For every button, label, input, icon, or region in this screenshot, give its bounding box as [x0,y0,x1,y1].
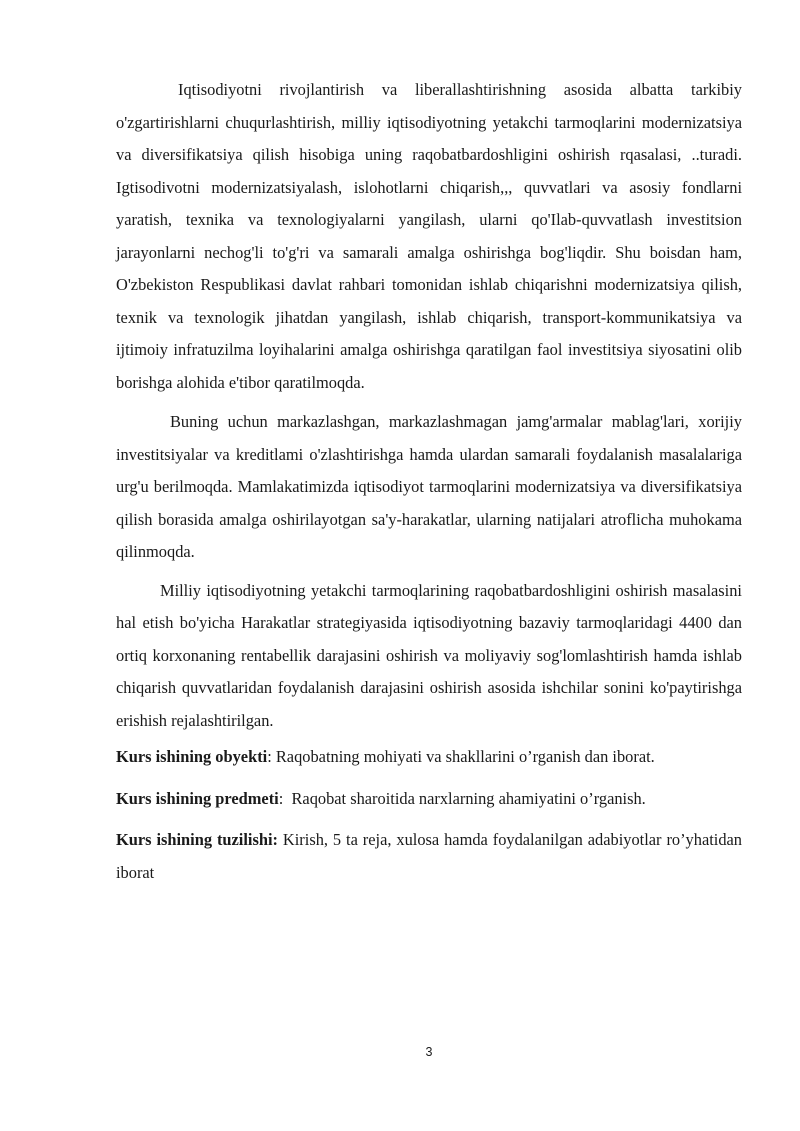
kurs-predmeti-label: Kurs ishining predmeti [116,788,279,808]
intro-paragraph-2: Buning uchun markazlashgan, markazlashmagan jamg'armalar mablag'lari, xorijiy investitsiyalar va kreditlami o'zlashtirishga hamda ulardan samarali foydalanish masalalariga urg'u berilmoqda. Mamlakatimizda iqtisodiyot tarmoqlarini modernizatsiya va diversifikatsiya qilish borasida amalga oshirilayotgan sa'y-harakatlar, ularning natijalari atroflicha muhokama qilinmoqda. [116,412,742,561]
intro-paragraph-3: Milliy iqtisodiyotning yetakchi tarmoqlarining raqobatbardoshligini oshirish masalasini hal etish bo'yicha Harakatlar strategiyasida iqtisodiyotning bazaviy tarmoqlaridagi 4400 dan ortiq korxonaning rentabellik darajasini oshirish va moliyaviy sog'lomlashtirish hamda ishlab chiqarish quvvatlaridan foydalanish darajasini oshirish asosida ishchilar sonini ko'paytirishga erishish rejalashtirilgan. [116,580,742,730]
document-page [116,74,742,889]
intro-paragraph-1: Iqtisodiyotni rivojlantirish va liberallashtirishning asosida albatta tarkibiy o'zgartirishlarni chuqurlashtirish, milliy iqtisodiyotning yetakchi tarmoqlarini modernizatsiya va diversifikatsiya qilish hisobiga uning raqobatbardoshligini oshirish rqasalasi, ..turadi. Igtisodivotni modernizatsiyalash, islohotlarni chiqarish,,, quvvatlari va asosiy fondlarni yaratish, texnika va texnologiyalarni yangilash, ularni qo'Ilab-quvvatlash investitsion jarayonlarni nechog'li to'g'ri va samarali amalga oshirishga bog'liqdir. Shu boisdan ham, O'zbekiston Respublikasi davlat rahbari tomonidan ishlab chiqarishni modernizatsiya qilish, texnik va texnologik jihatdan yangilash, ishlab chiqarish, transport-kommunikatsiya va ijtimoiy infratuzilma loyihalarini amalga oshirishga qaratilgan faol investitsiya siyosatini olib borishga alohida e'tibor qaratilmoqda. [116,80,742,392]
kurs-obyekti-text: : Raqobatning mohiyati va shakllarini o’rganish dan iborat. [267,747,655,766]
kurs-tuzilishi-line [116,824,742,889]
kurs-obyekti-line [116,741,742,774]
page-number: 3 [425,1045,433,1059]
kurs-tuzilishi-text: Kirish, 5 ta reja, xulosa hamda foydalanilgan adabiyotlar ro’yhatidan iborat [116,830,742,882]
kurs-obyekti-label: Kurs ishining obyekti [116,747,268,766]
kurs-tuzilishi-label: Kurs ishining tuzilishi: [116,830,278,849]
kurs-predmeti-line [116,783,742,816]
kurs-predmeti-text: : Raqobat sharoitida narxlarning ahamiyatini o’rganish. [278,788,646,808]
